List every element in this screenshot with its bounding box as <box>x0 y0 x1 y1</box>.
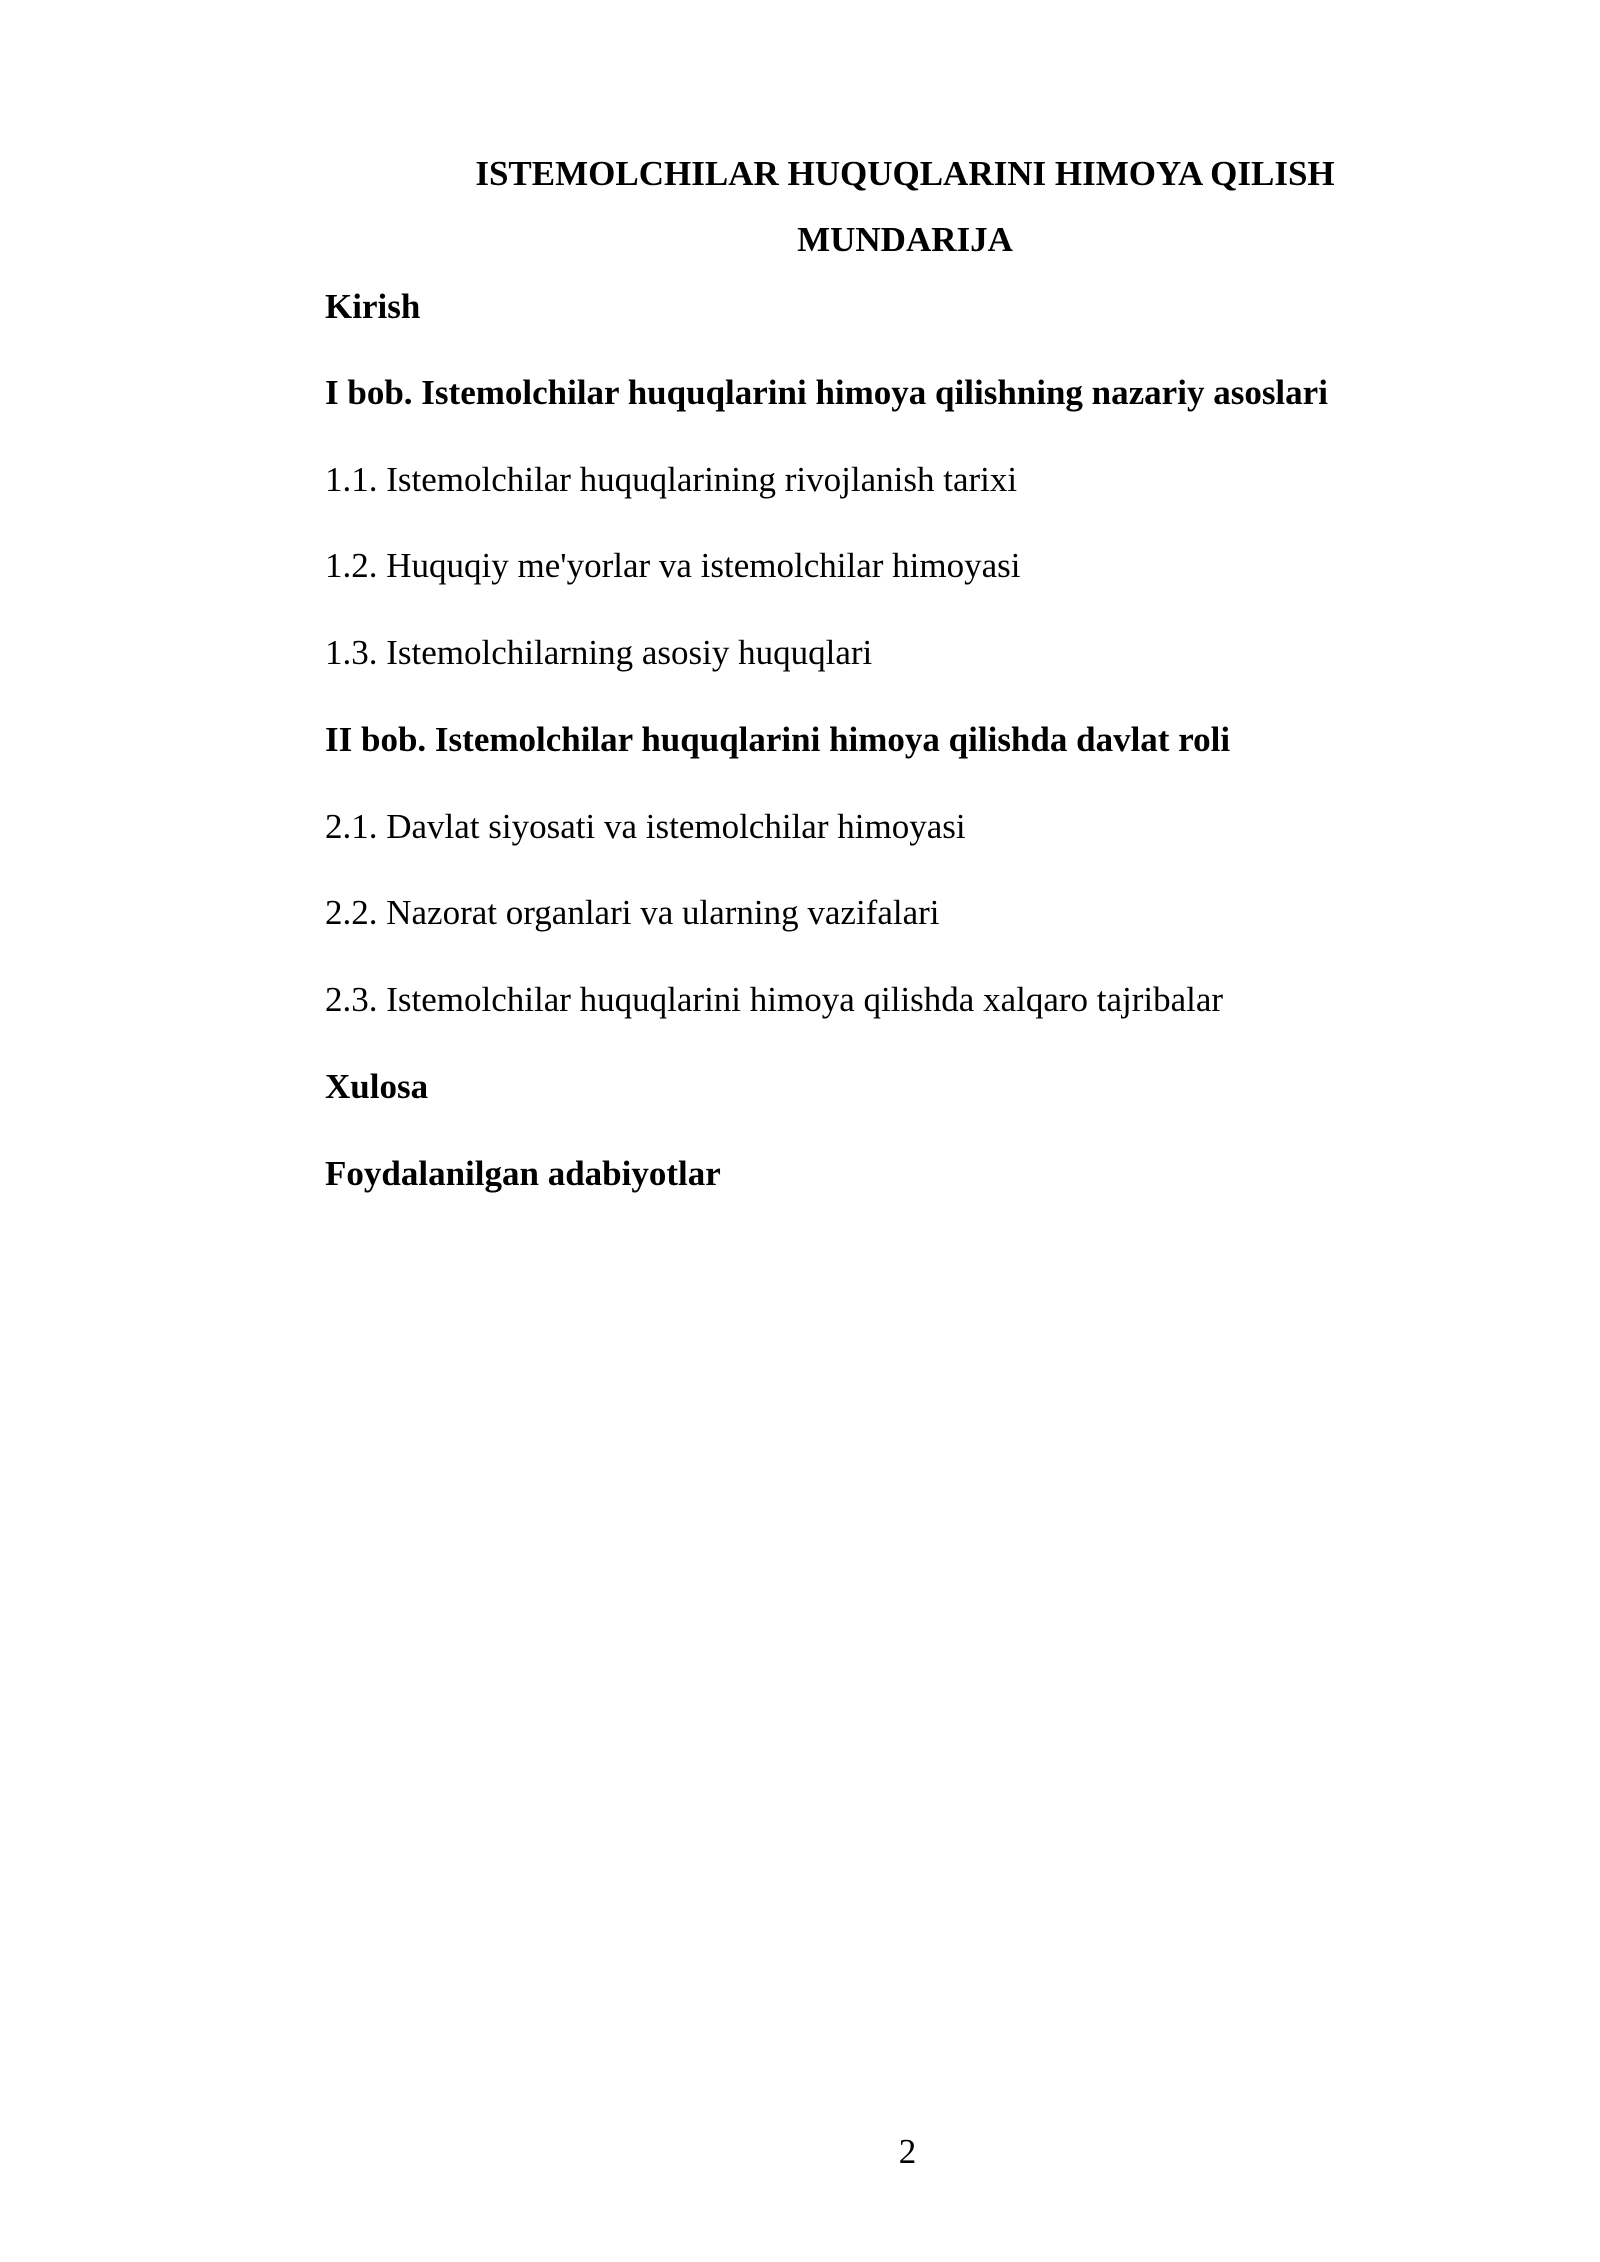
toc-item-section-2-2: 2.2. Nazorat organlari va ularning vazifalari <box>325 893 940 932</box>
toc-item-section-2-3: 2.3. Istemolchilar huquqlarini himoya qilishda xalqaro tajribalar <box>325 980 1224 1019</box>
document-title: ISTEMOLCHILAR HUQUQLARINI HIMOYA QILISH <box>475 154 1335 193</box>
page-number: 2 <box>898 2132 917 2171</box>
toc-item-intro: Kirish <box>325 287 421 326</box>
toc-item-chapter-1: I bob. Istemolchilar huquqlarini himoya qilishning nazariy asoslari <box>325 373 1328 412</box>
toc-item-section-1-2: 1.2. Huquqiy me'yorlar va istemolchilar himoyasi <box>325 546 1021 585</box>
contents-heading: MUNDARIJA <box>797 220 1013 259</box>
toc-item-section-1-1: 1.1. Istemolchilar huquqlarining rivojlanish tarixi <box>325 460 1018 499</box>
toc-item-section-2-1: 2.1. Davlat siyosati va istemolchilar himoyasi <box>325 807 966 846</box>
toc-item-references: Foydalanilgan adabiyotlar <box>325 1154 721 1193</box>
toc-item-conclusion: Xulosa <box>325 1067 429 1106</box>
toc-item-section-1-3: 1.3. Istemolchilarning asosiy huquqlari <box>325 633 873 672</box>
toc-item-chapter-2: II bob. Istemolchilar huquqlarini himoya qilishda davlat roli <box>325 720 1231 759</box>
